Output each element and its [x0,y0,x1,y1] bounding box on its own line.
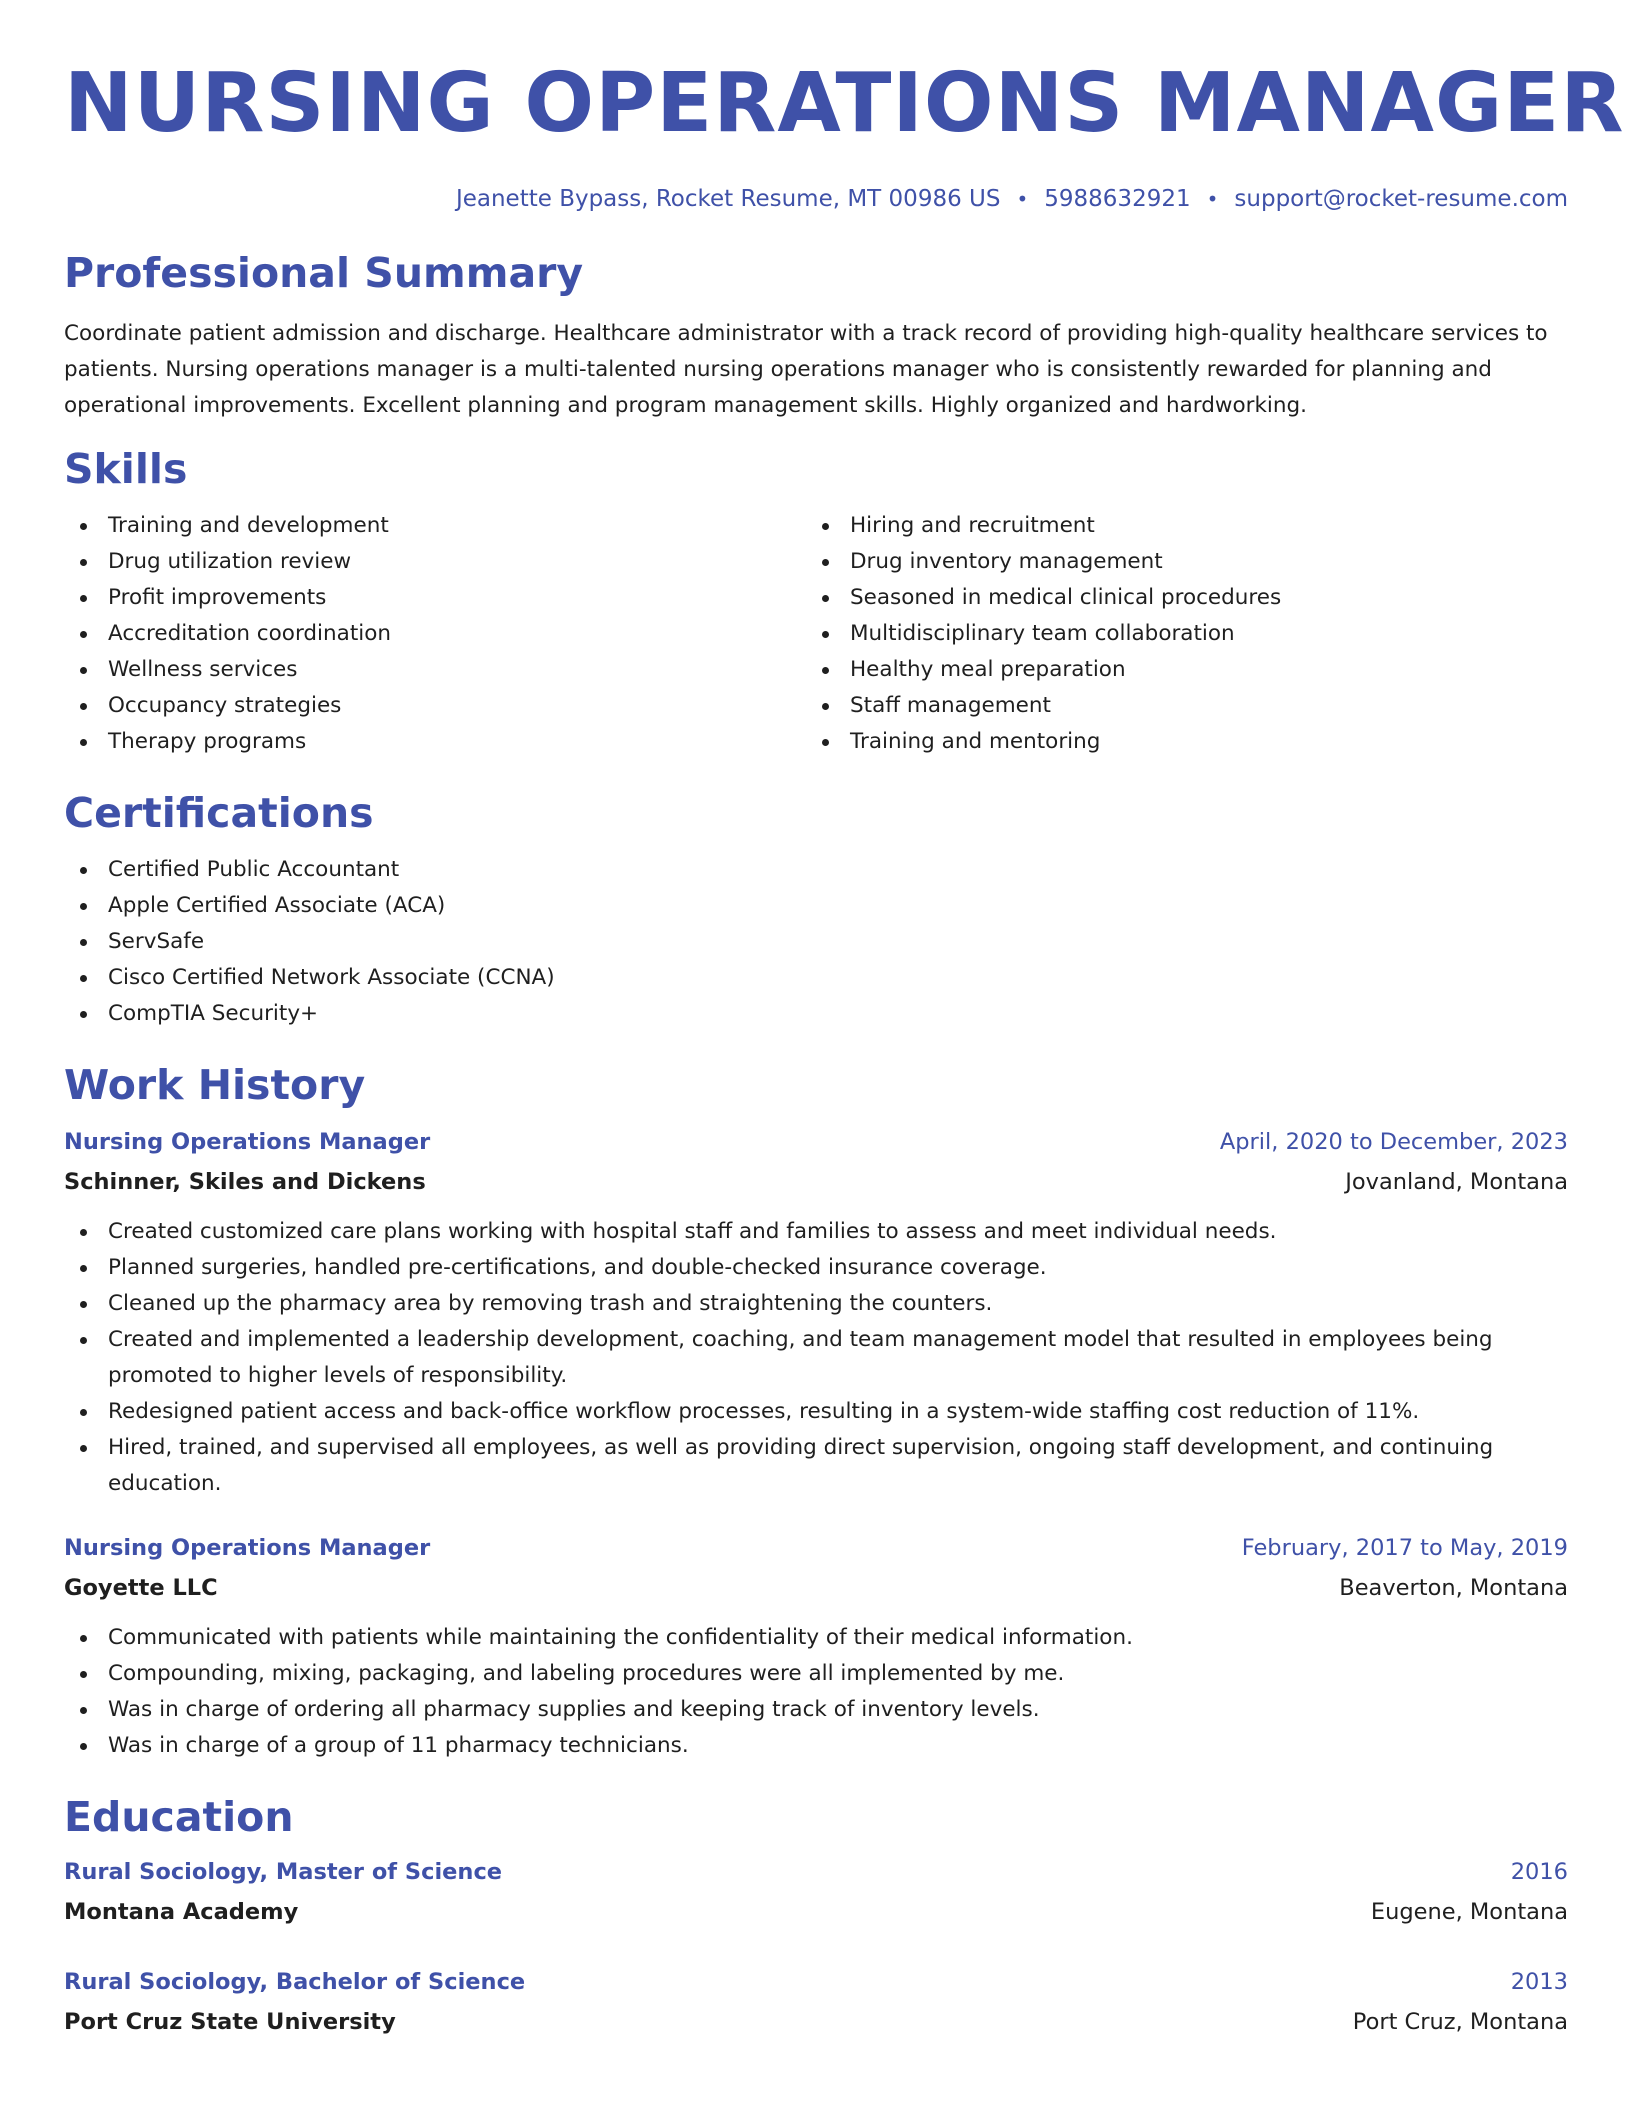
list-item: Wellness services [64,652,806,688]
education-degree: Rural Sociology, Master of Science [64,1859,503,1885]
section-title-work-history: Work History [64,1061,366,1109]
section-title-certifications: Certifications [64,789,374,837]
job-subheader [64,1568,1568,1608]
list-item: Profit improvements [64,580,806,616]
list-item: Apple Certified Associate (ACA) [64,888,1568,924]
section-title-skills: Skills [64,445,188,493]
list-item: Redesigned patient access and back-office workflow processes, resulting in a system-wide staffing cost reduction of 11%. [64,1394,1568,1430]
job-dates: April, 2020 to December, 2023 [1219,1129,1568,1155]
contact-phone: 5988632921 [1044,186,1191,212]
education-year: 2013 [1510,1969,1568,1995]
contact-line [64,184,1568,214]
education-school: Montana Academy [64,1899,299,1925]
list-item: Planned surgeries, handled pre-certifications, and double-checked insurance coverage. [64,1250,1568,1286]
job-subheader [64,1162,1568,1202]
list-item: Multidisciplinary team collaboration [806,616,1548,652]
list-item: Was in charge of ordering all pharmacy supplies and keeping track of inventory levels. [64,1692,1568,1728]
list-item: Accreditation coordination [64,616,806,652]
list-item: Training and development [64,508,806,544]
job-role: Nursing Operations Manager [64,1535,431,1561]
list-item: Healthy meal preparation [806,652,1548,688]
contact-separator: • [1206,187,1219,211]
skills-left-list [64,508,806,760]
list-item: CompTIA Security+ [64,996,1568,1032]
certifications-list [64,852,1568,1032]
list-item: Certified Public Accountant [64,852,1568,888]
skills-grid [64,508,1568,760]
contact-email: support@rocket-resume.com [1234,186,1568,212]
list-item: Was in charge of a group of 11 pharmacy technicians. [64,1728,1568,1764]
summary-text: Coordinate patient admission and discharge. Healthcare administrator with a track record of providing high-quality healthcare services to patients. Nursing operations manager is a multi-talented nursing operations manager who is consistently rewarded for planning and operational improvements. Excellent planning and program management skills. Highly organized and hardworking. [64,321,1548,418]
list-item: Created and implemented a leadership development, coaching, and team management model that resulted in employees being promoted to higher levels of responsibility. [64,1322,1568,1394]
education-header [64,1962,1568,2002]
education-location: Eugene, Montana [1370,1899,1568,1925]
list-item: Training and mentoring [806,724,1548,760]
education-location: Port Cruz, Montana [1352,2009,1568,2035]
list-item: Hired, trained, and supervised all employees, as well as providing direct supervision, ongoing staff development, and continuing education. [64,1430,1568,1502]
job-dates: February, 2017 to May, 2019 [1241,1535,1568,1561]
contact-address: Jeanette Bypass, Rocket Resume, MT 00986 US [455,186,1001,212]
list-item: Compounding, mixing, packaging, and labeling procedures were all implemented by me. [64,1656,1568,1692]
education-header [64,1852,1568,1892]
job-role: Nursing Operations Manager [64,1129,431,1155]
job-header [64,1122,1568,1162]
education-entry [64,1962,1568,2042]
education-degree: Rural Sociology, Bachelor of Science [64,1969,526,1995]
list-item: Occupancy strategies [64,688,806,724]
job-header [64,1528,1568,1568]
list-item: Created customized care plans working with hospital staff and families to assess and meet individual needs. [64,1214,1568,1250]
job-bullets [64,1214,1568,1502]
education-subheader [64,1892,1568,1932]
job-company: Schinner, Skiles and Dickens [64,1169,426,1195]
job-location: Jovanland, Montana [1345,1169,1568,1195]
list-item: Staff management [806,688,1548,724]
job-location: Beaverton, Montana [1339,1575,1568,1601]
list-item: Cisco Certified Network Associate (CCNA) [64,960,1568,996]
list-item: Drug inventory management [806,544,1548,580]
education-subheader [64,2002,1568,2042]
list-item: Drug utilization review [64,544,806,580]
list-item: Hiring and recruitment [806,508,1548,544]
job-company: Goyette LLC [64,1575,218,1601]
job-entry [64,1528,1568,1764]
education-year: 2016 [1510,1859,1568,1885]
job-entry [64,1122,1568,1502]
contact-separator: • [1016,187,1029,211]
list-item: Seasoned in medical clinical procedures [806,580,1548,616]
section-title-summary: Professional Summary [64,249,584,297]
section-title-education: Education [64,1793,294,1841]
list-item: ServSafe [64,924,1568,960]
job-bullets [64,1620,1568,1764]
list-item: Therapy programs [64,724,806,760]
education-school: Port Cruz State University [64,2009,396,2035]
resume-name-title: NURSING OPERATIONS MANAGER [64,56,1625,151]
education-entry [64,1852,1568,1932]
list-item: Communicated with patients while maintaining the confidentiality of their medical information. [64,1620,1568,1656]
skills-right-list [806,508,1548,760]
list-item: Cleaned up the pharmacy area by removing trash and straightening the counters. [64,1286,1568,1322]
